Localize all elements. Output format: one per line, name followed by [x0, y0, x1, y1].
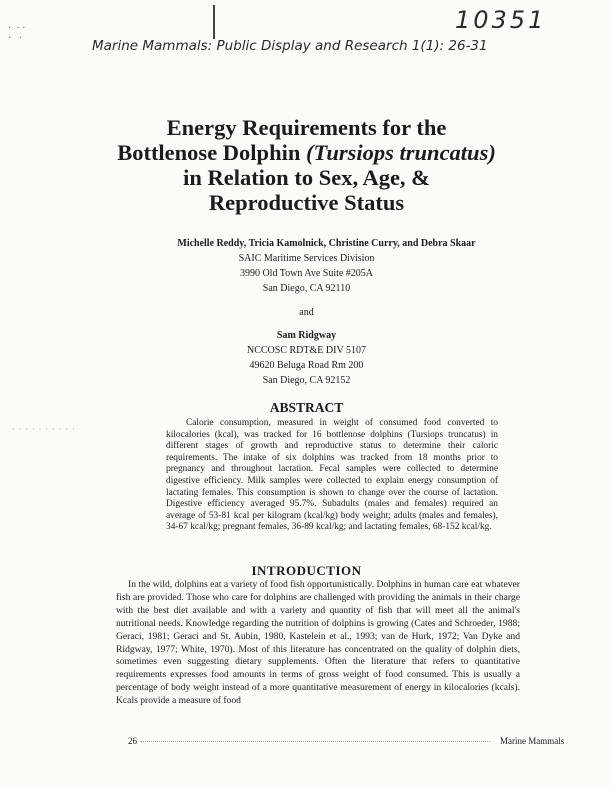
- affiliation-line: 49620 Beluga Road Rm 200: [249, 360, 364, 371]
- author-separator: and: [299, 307, 314, 318]
- affiliation-line: NCCOSC RDT&E DIV 5107: [247, 345, 366, 356]
- author-block: [0, 236, 613, 388]
- species-name: (Tursiops truncatus): [305, 140, 496, 165]
- paper-title: [0, 115, 613, 215]
- introduction-body: [116, 579, 520, 708]
- page-number: 26: [128, 736, 137, 746]
- affiliation-line: San Diego, CA 92152: [262, 375, 351, 386]
- handwritten-reference-number: 10351: [455, 6, 547, 34]
- introduction-paragraph: In the wild, dolphins eat a variety of food fish opportunistically. Dolphins in human care eat whatever fish are provided. Those who care for dolphins are challenged with providing the animals in their charge with the best diet available and with a variety and quantity of fish that will meet all the animal's nutritional needs. Knowledge regarding the nutrition of dolphins is growing (Cates and Schroeder, 1988; Geraci, 1981; Geraci and St. Aubin, 1980, Kastelein et al., 1993; van de Hurk, 1972; Van Dyke and Ridgway, 1977; White, 1970). Most of this literature has concentrated on the quality of dolphin diets, sometimes even suggesting dietary supplements. Often the literature that refers to quantitative requirements expresses food amounts in terms of gross weight of food consumed. This is usually a percentage of body weight instead of a more quantitative measurement of energy in kilocalories (kcals). Kcals provide a measure of food: [116, 579, 520, 707]
- affiliation-line: SAIC Maritime Services Division: [238, 253, 375, 264]
- title-line-3: in Relation to Sex, Age, &: [183, 165, 430, 190]
- title-line-2: Bottlenose Dolphin (Tursiops truncatus): [117, 140, 496, 165]
- footer-journal-name: Marine Mammals: [500, 736, 565, 746]
- abstract-heading: ABSTRACT: [269, 400, 344, 415]
- handwritten-citation: Marine Mammals: Public Display and Research 1(1): 26-31: [92, 38, 488, 54]
- margin-dots: · · · · · · · · · ·: [12, 425, 76, 434]
- footer-rule: [140, 741, 490, 742]
- abstract-body: [166, 418, 498, 534]
- affiliation-line: San Diego, CA 92110: [262, 283, 351, 294]
- pen-mark: [213, 5, 215, 39]
- affiliation-line: 3990 Old Town Ave Suite #205A: [239, 268, 374, 279]
- margin-scribble: · · · · ·: [8, 23, 26, 44]
- title-line-1: Energy Requirements for the: [166, 115, 447, 140]
- introduction-heading: INTRODUCTION: [251, 563, 362, 578]
- author-names: Michelle Reddy, Tricia Kamolnick, Christine Curry, and Debra Skaar: [177, 238, 476, 249]
- second-author-name: Sam Ridgway: [276, 330, 337, 341]
- title-line-4: Reproductive Status: [208, 190, 405, 215]
- abstract-paragraph: Calorie consumption, measured in weight of consumed food converted to kilocalories (kcal), was tracked for 16 bottlenose dolphins (Tursiops truncatus) in different stages of growth and reproductive status to determine their caloric requirements. The intake of six dolphins was tracked from 18 months prior to pregnancy and throughout lactation. Fecal samples were collected to determine digestive efficiency. Milk samples were collected to explain energy consumption of lactating females. This consumption is shown to change over the course of lactation. Digestive efficiency averaged 95.7%. Subadults (males and females) required an average of 53-81 kcal per kilogram (kcal/kg) body weight; adults (males and females), 34-67 kcal/kg; pregnant females, 36-89 kcal/kg; and lactating females, 68-152 kcal/kg.: [166, 418, 498, 533]
